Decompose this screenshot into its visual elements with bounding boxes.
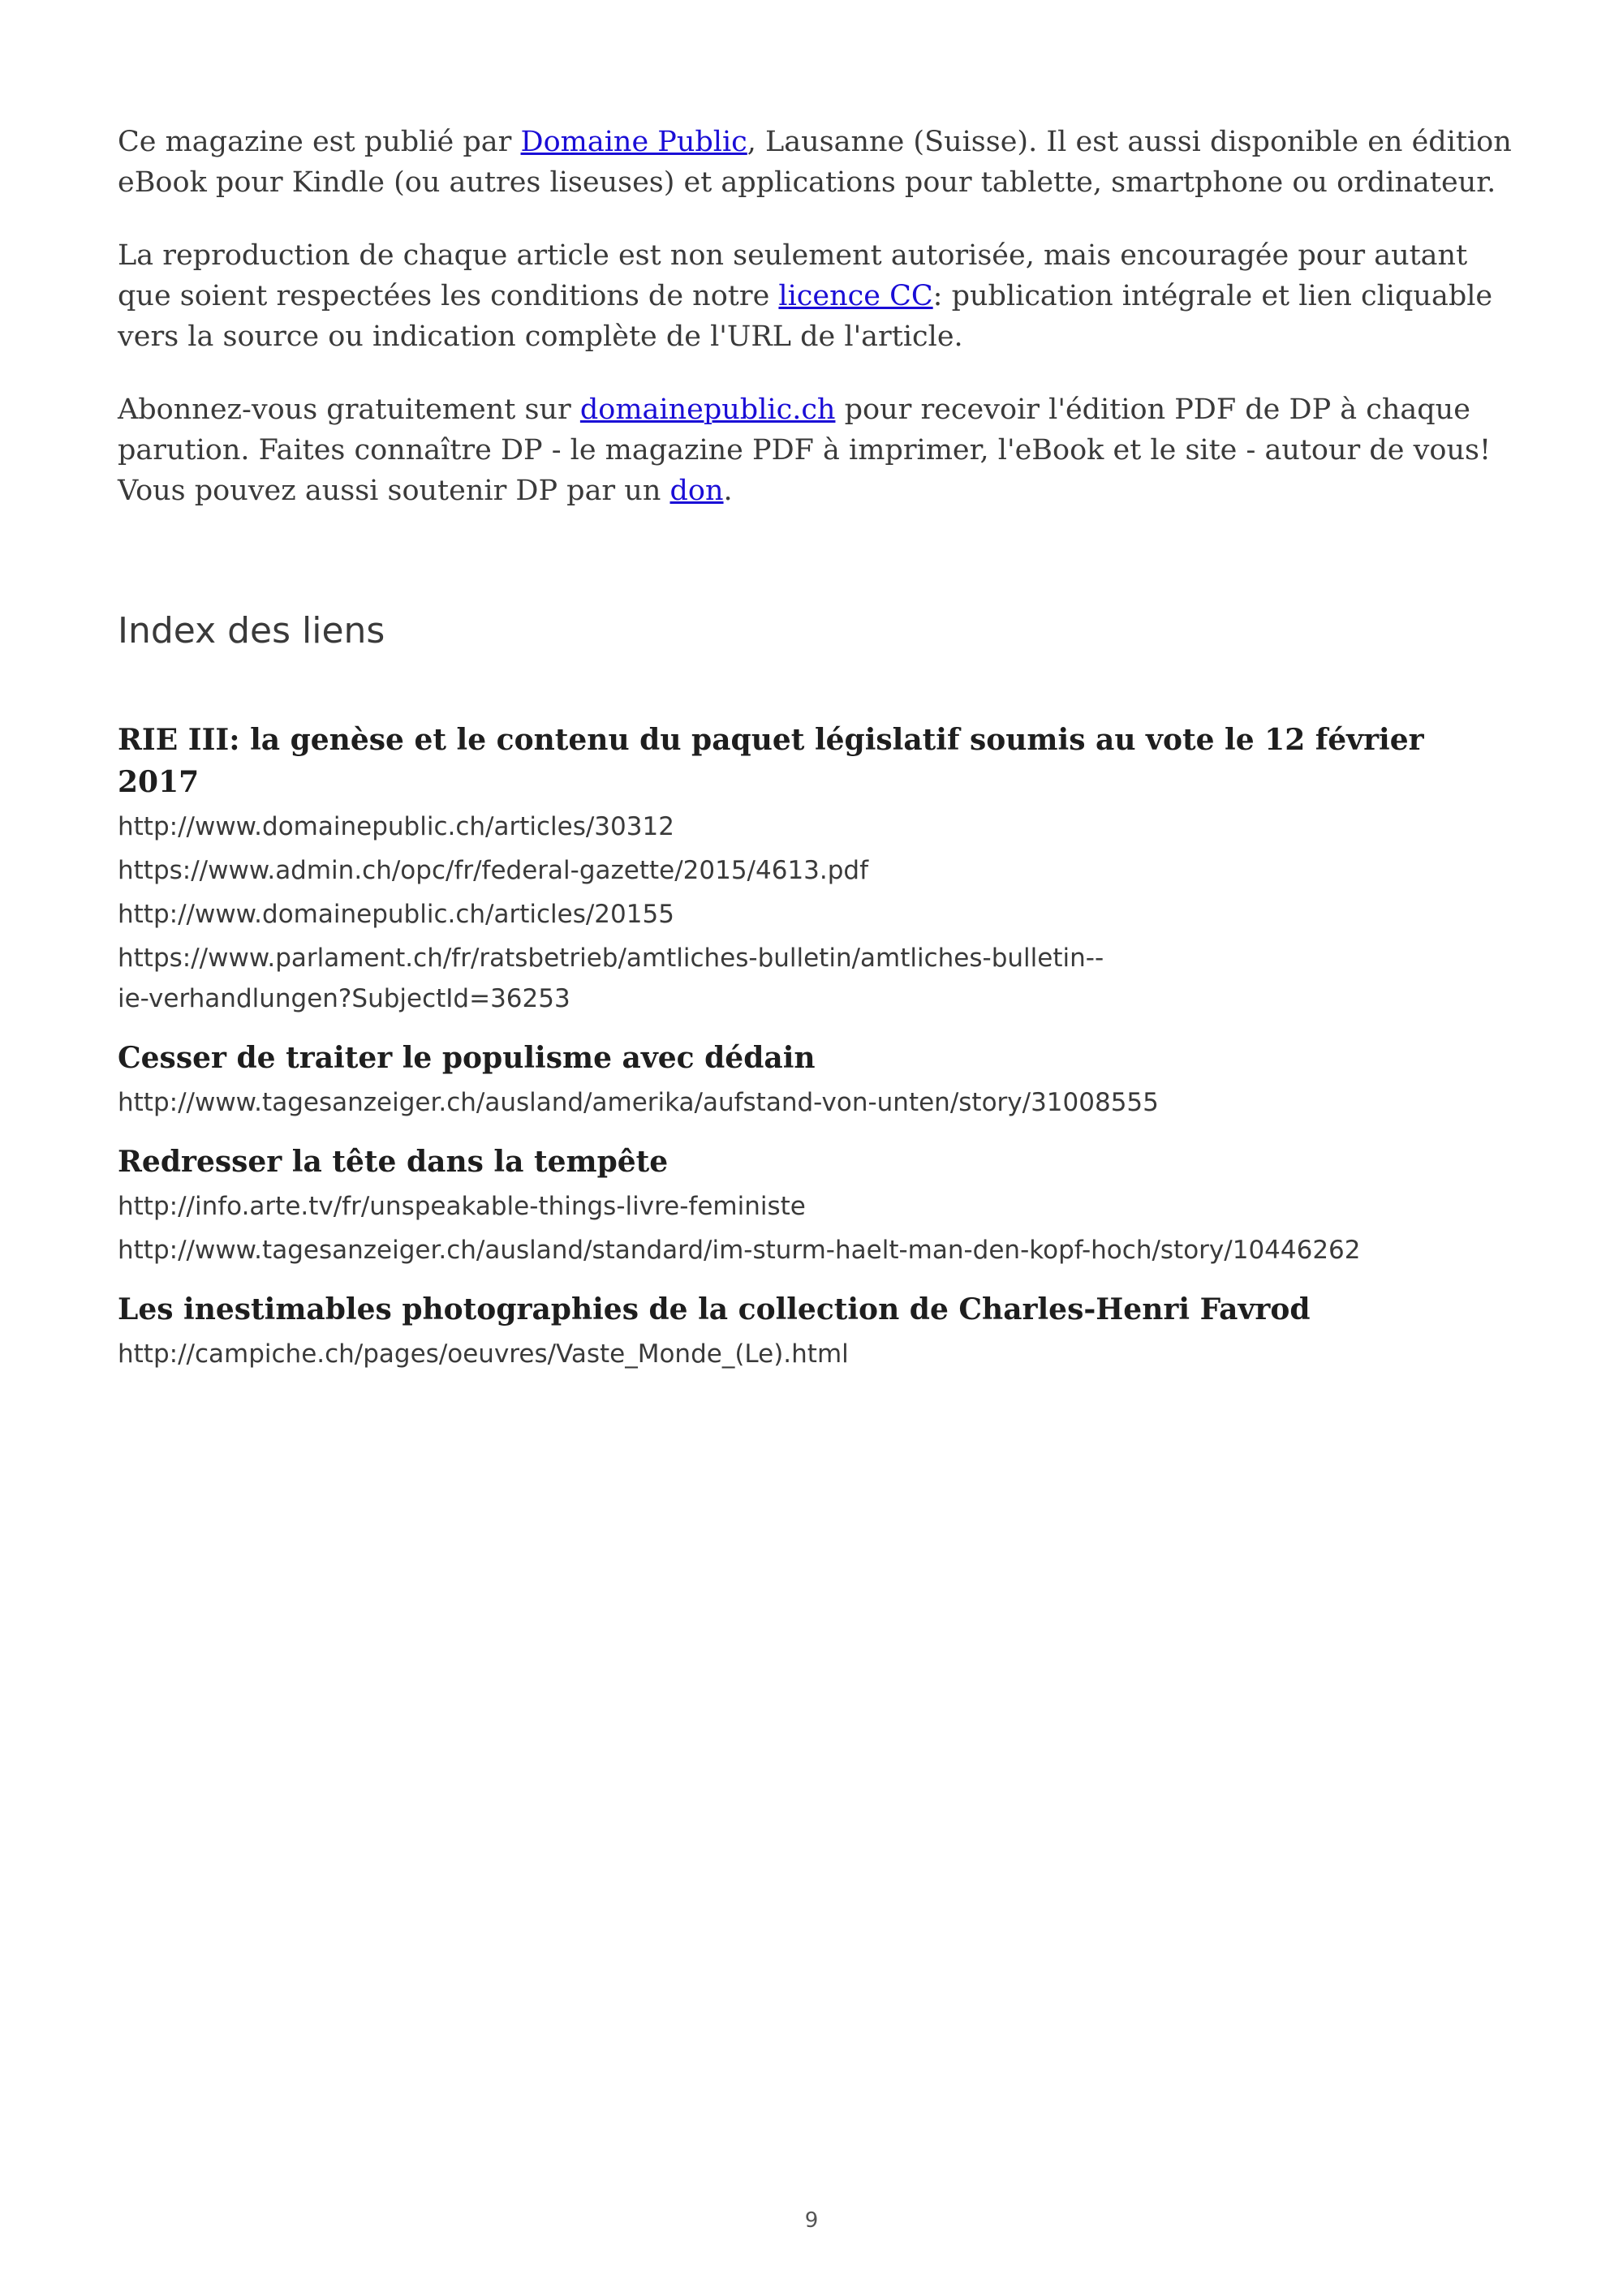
text: pour recevoir l'édition PDF de DP à chaque parution. Faites connaître DP - le magazine PDF à imprimer, l'eBook et le site - autour de vous! Vous pouvez aussi soutenir DP par un	[118, 393, 1492, 507]
link-url: http://campiche.ch/pages/oeuvres/Vaste_Monde_(Le).html	[118, 1339, 849, 1369]
article-title: Les inestimables photographies de la collection de Charles-Henri Favrod	[118, 1292, 1311, 1326]
domaine-public-link[interactable]: Domaine Public	[520, 126, 747, 158]
publisher-paragraph	[118, 122, 1513, 203]
link-url: https://www.admin.ch/opc/fr/federal-gazette/2015/4613.pdf	[118, 856, 869, 885]
link-url: http://www.domainepublic.ch/articles/20155	[118, 900, 674, 929]
link-url: https://www.parlament.ch/fr/ratsbetrieb/amtliches-bulletin/amtliches-bulletin-- ie-verhandlungen?SubjectId=36253	[118, 944, 1104, 1013]
domainepublic-link[interactable]: domainepublic.ch	[579, 393, 836, 426]
license-paragraph	[118, 235, 1513, 357]
page-number: 9	[804, 2208, 819, 2233]
article-title: Redresser la tête dans la tempête	[118, 1145, 669, 1179]
text: : publication intégrale et lien cliquable vers la source ou indication complète de l'URL de l'article.	[118, 280, 1493, 353]
text: .	[723, 475, 733, 507]
link-url: http://www.domainepublic.ch/articles/30312	[118, 812, 674, 841]
text: , Lausanne (Suisse). Il est aussi disponible en édition eBook pour Kindle (ou autres liseuses) et applications pour tablette, smartphone ou ordinateur.	[118, 126, 1512, 199]
licence-cc-link[interactable]: licence CC	[778, 280, 933, 312]
index-article	[118, 1037, 1513, 1123]
subscribe-paragraph	[118, 389, 1513, 511]
index-article	[118, 1141, 1513, 1271]
link-url: http://www.tagesanzeiger.ch/ausland/standard/im-sturm-haelt-man-den-kopf-hoch/story/10446262	[118, 1236, 1361, 1265]
index-heading: Index des liens	[118, 610, 385, 651]
index-article	[118, 1288, 1513, 1374]
don-link[interactable]: don	[669, 475, 724, 507]
index-article	[118, 719, 1513, 1019]
link-url: http://info.arte.tv/fr/unspeakable-things-livre-feministe	[118, 1192, 806, 1221]
text: La reproduction de chaque article est non seulement autorisée, mais encouragée pour autant que soient respectées les conditions de notre	[118, 239, 1468, 312]
text: Abonnez-vous gratuitement sur	[118, 393, 580, 426]
article-title: RIE III: la genèse et le contenu du paquet législatif soumis au vote le 12 février 2017	[118, 723, 1424, 799]
text: Ce magazine est publié par	[118, 126, 521, 158]
page-content	[118, 122, 1513, 1392]
article-title: Cesser de traiter le populisme avec dédain	[118, 1041, 816, 1075]
link-url: http://www.tagesanzeiger.ch/ausland/amerika/aufstand-von-unten/story/31008555	[118, 1088, 1159, 1117]
